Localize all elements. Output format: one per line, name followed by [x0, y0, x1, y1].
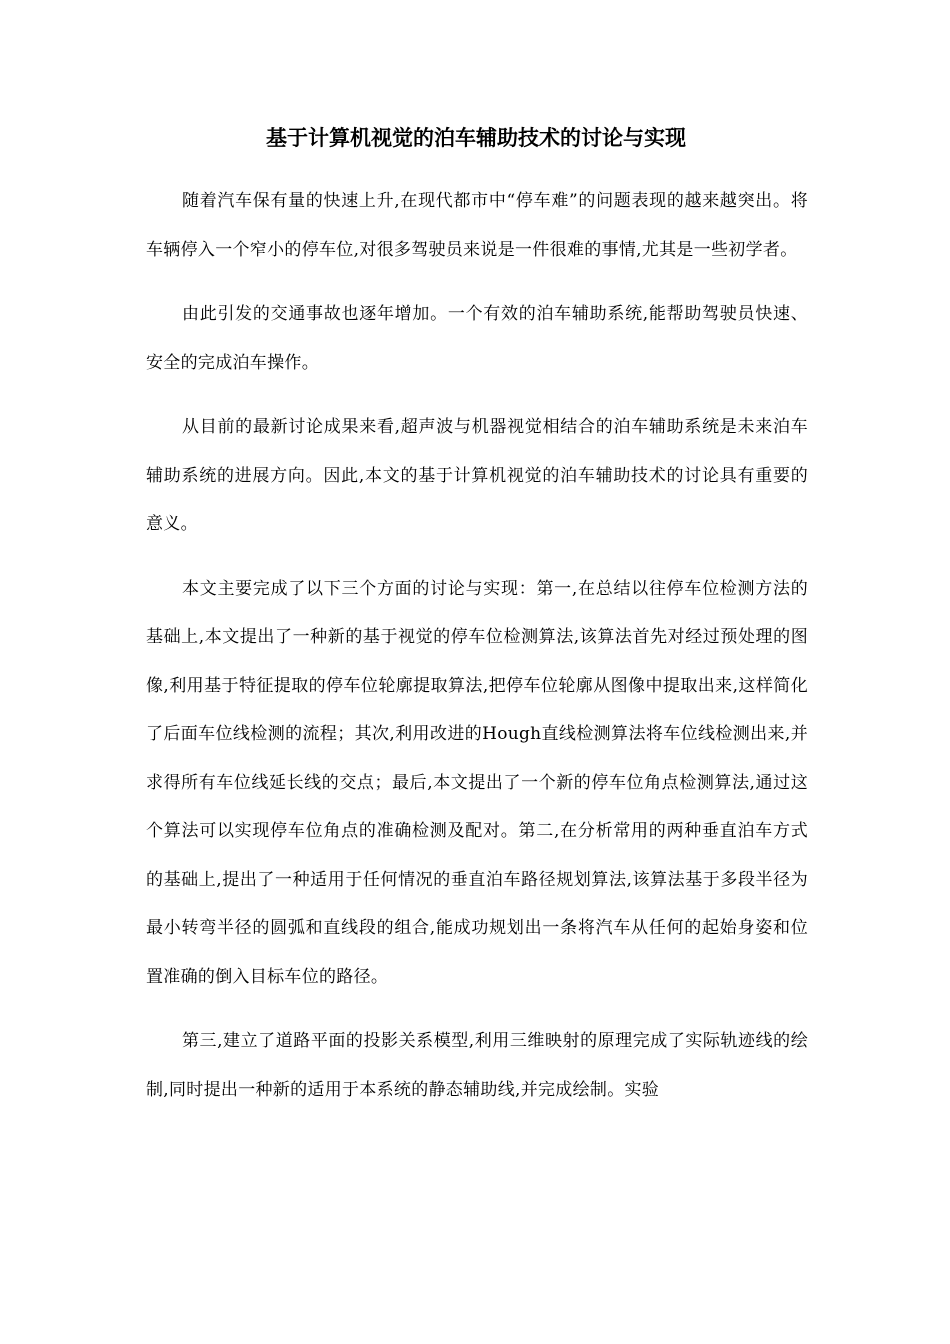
- paragraph: 本文主要完成了以下三个方面的讨论与实现：第一,在总结以往停车位检测方法的基础上,本文提出了一种新的基于视觉的停车位检测算法,该算法首先对经过预处理的图像,利用基于特征提取的停车位轮廓提取算法,把停车位轮廓从图像中提取出来,这样简化了后面车位线检测的流程；其次,利用改进的Hough直线检测算法将车位线检测出来,并求得所有车位线延长线的交点；最后,本文提出了一个新的停车位角点检测算法,通过这个算法可以实现停车位角点的准确检测及配对。第二,在分析常用的两种垂直泊车方式的基础上,提出了一种适用于任何情况的垂直泊车路径规划算法,该算法基于多段半径为最小转弯半径的圆弧和直线段的组合,能成功规划出一条将汽车从任何的起始身姿和位置准确的倒入目标车位的路径。: [146, 578, 808, 987]
- document-body: [146, 177, 808, 1130]
- paragraph: 由此引发的交通事故也逐年增加。一个有效的泊车辅助系统,能帮助驾驶员快速、安全的完成泊车操作。: [146, 304, 808, 373]
- paragraph: 随着汽车保有量的快速上升,在现代都市中“停车难”的问题表现的越来越突出。将车辆停入一个窄小的停车位,对很多驾驶员来说是一件很难的事情,尤其是一些初学者。: [146, 191, 808, 260]
- document-title: 基于计算机视觉的泊车辅助技术的讨论与实现: [266, 125, 686, 150]
- paragraph: 从目前的最新讨论成果来看,超声波与机器视觉相结合的泊车辅助系统是未来泊车辅助系统的进展方向。因此,本文的基于计算机视觉的泊车辅助技术的讨论具有重要的意义。: [146, 417, 808, 534]
- paragraph: 第三,建立了道路平面的投影关系模型,利用三维映射的原理完成了实际轨迹线的绘制,同时提出一种新的适用于本系统的静态辅助线,并完成绘制。实验: [146, 1031, 808, 1100]
